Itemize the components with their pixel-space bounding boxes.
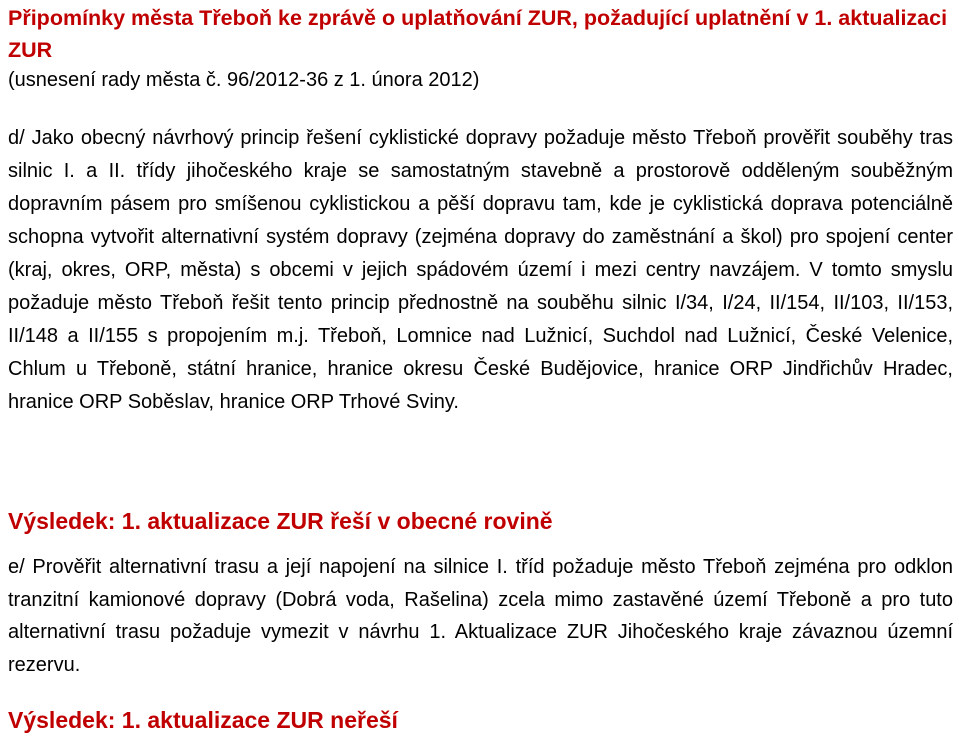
- item-e-result: Výsledek: 1. aktualizace ZUR neřeší: [8, 707, 398, 733]
- item-e-text: e/ Prověřit alternativní trasu a její napojení na silnice I. tříd požaduje město Třeboň zejména pro odklon tranzitní kamionové dopravy (Dobrá voda, Rašelina) zcela mimo zastavěné území Třeboně a pro tuto alternativní trasu požaduje vymezit v návrhu 1. Aktualizace ZUR Jihočeského kraje závaznou územní rezervu.: [8, 556, 953, 676]
- item-d-text: d/ Jako obecný návrhový princip řešení cyklistické dopravy požaduje město Třeboň prověřit souběhy tras silnic I. a II. třídy jihočeského kraje se samostatným stavebně a prostorově odděleným souběžným dopravním pásem pro smíšenou cyklistickou a pěší dopravu tam, kde je cyklistická doprava potenciálně schopna vytvořit alternativní systém dopravy (zejména dopravy do zaměstnání a škol) pro spojení center (kraj, okres, ORP, města) s obcemi v jejich spádovém území i mezi centry navzájem. V tomto smyslu požaduje město Třeboň řešit tento princip přednostně na souběhu silnic I/34, I/24, II/154, II/103, II/153, II/148 a II/155 s propojením m.j. Třeboň, Lomnice nad Lužnicí, Suchdol nad Lužnicí, České Velenice, Chlum u Třeboně, státní hranice, hranice okresu České Budějovice, hranice ORP Jindřichův Hradec, hranice ORP Soběslav, hranice ORP Trhové Sviny.: [8, 127, 953, 413]
- document-title: Připomínky města Třeboň ke zprávě o uplatňování ZUR, požadující uplatnění v 1. aktualizaci ZUR: [8, 6, 948, 62]
- item-d-result: Výsledek: 1. aktualizace ZUR řeší v obecné rovině: [8, 508, 553, 534]
- resolution-note: (usnesení rady města č. 96/2012-36 z 1. února 2012): [8, 69, 480, 91]
